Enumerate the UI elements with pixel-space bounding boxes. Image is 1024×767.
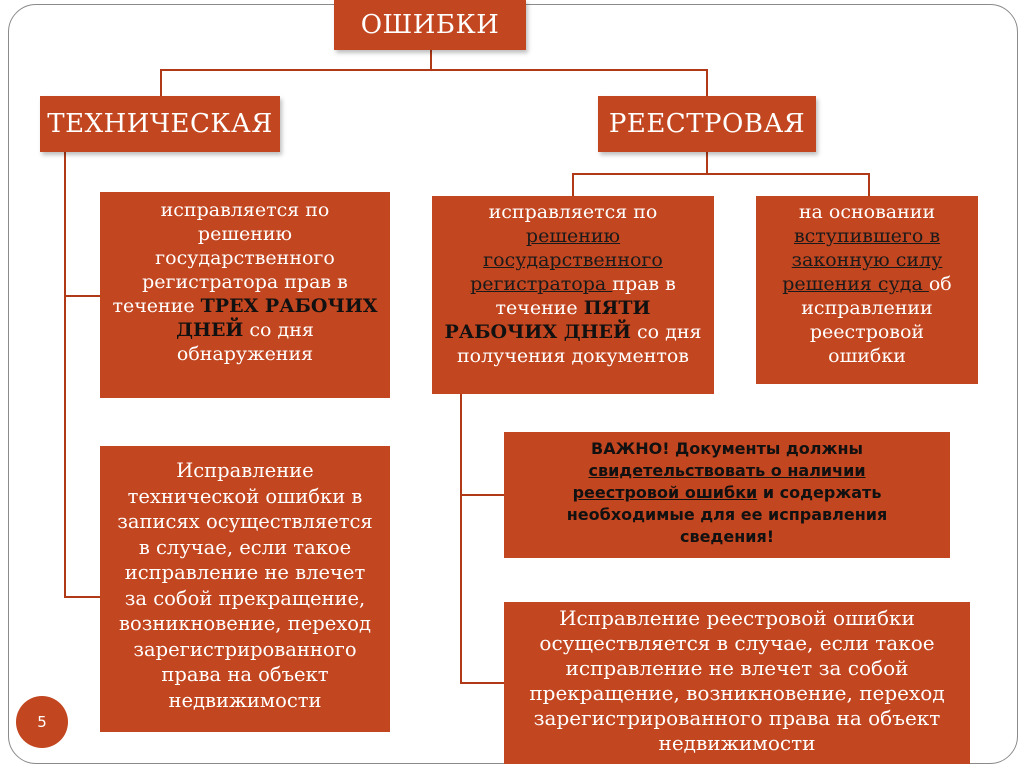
deadline-bold: ПЯТИ (583, 297, 651, 319)
connector (160, 69, 708, 71)
text-line (432, 272, 714, 296)
text-line: исправлении (801, 297, 933, 319)
registry-header (598, 96, 816, 152)
text-span: прав в (612, 273, 676, 295)
text-span: об (928, 273, 952, 295)
text-span: со дня (630, 321, 702, 343)
page-number: 5 (37, 713, 47, 731)
connector (706, 69, 708, 97)
text-line (756, 272, 978, 296)
text-line: за собой прекращение, (124, 586, 366, 610)
text-line (100, 318, 390, 342)
text-line: Исправление (176, 459, 314, 482)
text-line: реестровой (809, 321, 925, 343)
connector (572, 173, 574, 197)
text-line: исправляется по (488, 201, 658, 223)
text-line (432, 320, 714, 344)
text-line (504, 460, 950, 482)
text-span: течение (112, 295, 201, 317)
text-line: записях осуществляется (117, 510, 373, 533)
text-line: сведения! (679, 527, 775, 546)
text-line (756, 224, 978, 248)
title-box (334, 0, 526, 50)
text-line: получения документов (456, 345, 690, 367)
text-line (432, 224, 714, 248)
registry-condition-box (504, 602, 970, 764)
text-line: в случае, если такое (138, 535, 352, 559)
text-line: исправление не влечет за собой (565, 656, 909, 680)
text-line (432, 296, 714, 320)
text-line: прекращение, возникновение, переход (529, 681, 945, 705)
important-note-box (504, 432, 950, 558)
connector (460, 682, 504, 684)
text-line (100, 294, 390, 318)
registry-correction-box (432, 196, 714, 394)
court-decision-box (756, 196, 978, 384)
text-line: зарегистрированного (133, 637, 357, 661)
text-line: исправляется по (160, 199, 330, 221)
connector (460, 394, 462, 684)
text-span: со дня (243, 319, 314, 341)
connector (706, 152, 708, 174)
technical-label: ТЕХНИЧЕСКАЯ (47, 109, 273, 139)
text-line (432, 248, 714, 272)
text-line: Исправление реестровой ошибки (559, 606, 915, 630)
technical-condition-box (100, 446, 390, 732)
text-line: государственного (155, 247, 335, 269)
page-number-badge (16, 696, 68, 748)
connector (64, 596, 100, 598)
text-line (756, 248, 978, 272)
connector (64, 295, 100, 297)
connector (868, 173, 870, 197)
deadline-bold: ДНЕЙ (176, 319, 244, 341)
connector (460, 494, 504, 496)
technical-header (40, 96, 280, 152)
technical-correction-box (100, 192, 390, 398)
text-span: решения суда (782, 273, 929, 295)
deadline-bold: РАБОЧИХ ДНЕЙ (444, 321, 631, 343)
text-line: недвижимости (658, 731, 816, 755)
text-line: осуществляется в случае, если такое (539, 631, 935, 655)
connector (430, 50, 432, 70)
text-span: государственного (483, 249, 663, 271)
text-line: ВАЖНО! Документы должны (591, 439, 863, 458)
text-span: свидетельствовать о наличии (588, 461, 866, 480)
deadline-bold: ТРЕХ РАБОЧИХ (200, 295, 378, 317)
connector (572, 173, 870, 175)
text-line: обнаружения (176, 343, 314, 365)
text-span: законную силу (791, 249, 943, 271)
text-line: регистратора прав в (142, 271, 348, 293)
text-span: вступившего в (793, 225, 941, 247)
text-span: регистратора (470, 273, 613, 295)
text-line: исправление не влечет (124, 561, 366, 584)
text-line: недвижимости (168, 688, 322, 712)
registry-label: РЕЕСТРОВАЯ (608, 109, 806, 139)
text-line (504, 482, 950, 504)
connector (160, 69, 162, 97)
text-span: решению (525, 225, 621, 247)
text-line: технической ошибки в (127, 484, 363, 508)
text-span: и содержать (757, 483, 882, 502)
text-line: возникновение, переход (118, 612, 372, 635)
title: ОШИБКИ (360, 10, 500, 40)
text-line: зарегистрированного права на объект (533, 706, 941, 730)
text-span: течение (495, 297, 584, 319)
text-line: ошибки (828, 345, 906, 367)
text-line: на основании (798, 201, 936, 223)
text-span: реестровой ошибки (572, 483, 758, 502)
connector (64, 152, 66, 598)
text-line: решению (197, 223, 293, 245)
text-line: необходимые для ее исправления (566, 505, 888, 524)
text-line: права на объект (161, 663, 329, 686)
